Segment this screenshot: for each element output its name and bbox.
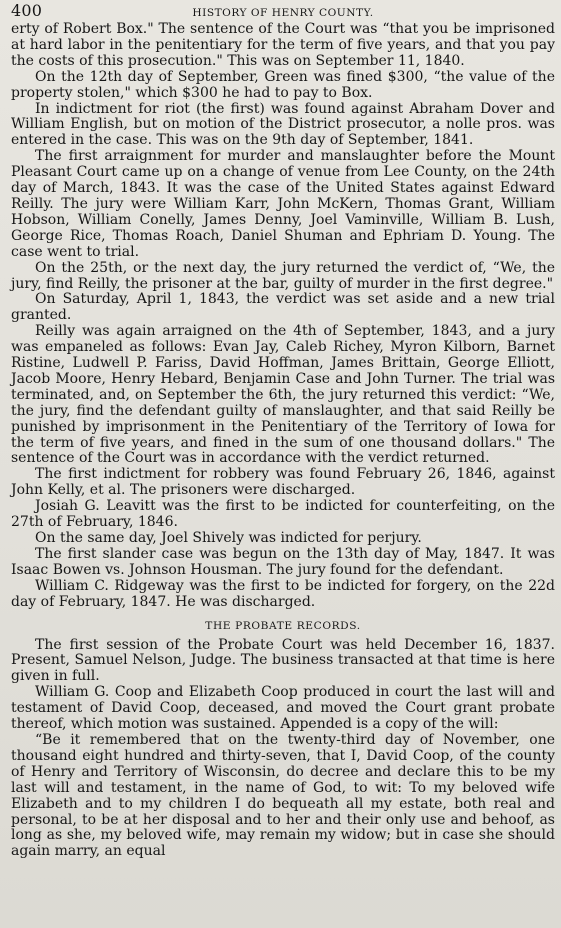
paragraph: William C. Ridgeway was the first to be indicted for forgery, on the 22d day of February, 1847. He was discharged. — [11, 577, 555, 610]
paragraph: The first arraignment for murder and manslaughter before the Mount Pleasant Court came up on a change of venue from Lee County, on the 24th day of March, 1843. It was the case of the United States against Edward Reilly. The jury were William Karr, John McKern, Thomas Grant, William Hobson, William Conelly, James Denny, Joel Vaminville, William B. Lush, George Rice, Thomas Roach, Daniel Shuman and Ephriam D. Young. The case went to trial. — [11, 148, 555, 260]
paragraph: On the same day, Joel Shively was indicted for perjury. — [35, 530, 422, 546]
page-number: 400 — [11, 1, 43, 20]
paragraph: Reilly was again arraigned on the 4th of September, 1843, and a jury was empaneled as follows: Evan Jay, Caleb Richey, Myron Kilborn, Barnet Ristine, Ludwell P. Fariss, David Hoffman, James Brittain, George Elliott, Jacob Moore, Henry Hebard, Benjamin Case and John Turner. The trial was terminated, and, on September the 6th, the jury returned this verdict: “We, the jury, find the defendant guilty of manslaughter, and that said Reilly be punished by imprisonment in the Penitentiary of the Territory of Iowa for the term of five years, and fined in the sum of one thousand dollars." The sentence of the Court was in accordance with the verdict returned. — [11, 323, 555, 467]
paragraph: In indictment for riot (the first) was found against Abraham Dover and William English, but on motion of the District prosecutor, a nolle pros. was entered in the case. This was on the 9th day of September, 1841. — [11, 100, 555, 149]
running-head — [11, 0, 555, 22]
paragraph: William G. Coop and Elizabeth Coop produced in court the last will and testament of David Coop, deceased, and moved the Court grant probate thereof, which motion was sustained. Appended is a copy of the will: — [11, 684, 555, 733]
paragraph: On Saturday, April 1, 1843, the verdict was set aside and a new trial granted. — [11, 291, 555, 324]
paragraph: erty of Robert Box." The sentence of the Court was “that you be imprisoned at hard labor in the penitentiary for the term of five years, and that you pay the costs of this prosecution." This was on September 11, 1840. — [11, 21, 555, 69]
paragraph: The first indictment for robbery was found February 26, 1846, against John Kelly, et al. The prisoners were discharged. — [11, 466, 555, 499]
paragraph: “Be it remembered that on the twenty-third day of November, one thousand eight hundred and thirty-seven, that I, David Coop, of the county of Henry and Territory of Wisconsin, do decree and declare this to be my last will and testament, in the name of God, to wit: To my beloved wife Elizabeth and to my children I do bequeath all my estate, both real and personal, to be at her disposal and to her and their only use and behoof, as long as she, my beloved wife, may remain my widow; but in case she should again marry, an equal — [11, 731, 555, 860]
paragraph: On the 12th day of September, Green was fined $300, “the value of the property stolen," which $300 he had to pay to Box. — [11, 68, 555, 101]
paragraph: Josiah G. Leavitt was the first to be indicted for counterfeiting, on the 27th of February, 1846. — [11, 498, 555, 531]
body-text — [11, 22, 555, 860]
paragraph: On the 25th, or the next day, the jury returned the verdict of, “We, the jury, find Reilly, the prisoner at the bar, guilty of murder in the first degree." — [11, 259, 555, 292]
running-title: HISTORY OF HENRY COUNTY. — [192, 7, 374, 19]
paragraph: The first session of the Probate Court was held December 16, 1837. Present, Samuel Nelson, Judge. The business transacted at that time is here given in full. — [11, 636, 555, 685]
paragraph: The first slander case was begun on the 13th day of May, 1847. It was Isaac Bowen vs. Johnson Housman. The jury found for the defendant. — [11, 545, 555, 578]
section-heading: THE PROBATE RECORDS. — [205, 619, 361, 632]
